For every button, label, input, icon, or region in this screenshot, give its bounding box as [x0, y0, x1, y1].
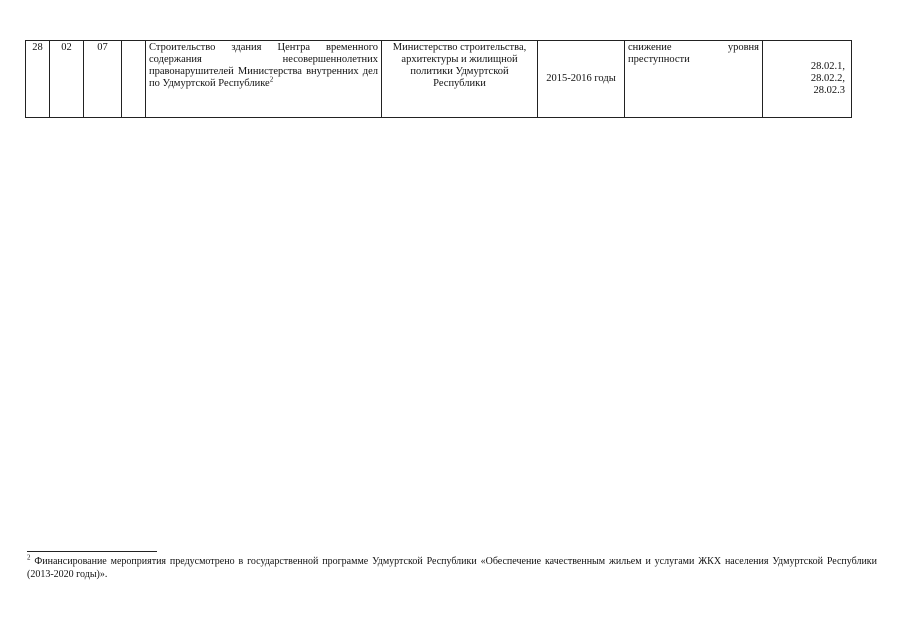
- footnote-text: Финансирование мероприятия предусмотрено в государственной программе Удмуртской Республики «Обеспечение качественным жильем и услугами ЖКХ населения Удмуртской Республики (2013-2020 годы)».: [27, 556, 878, 580]
- gp-cell: 28: [26, 41, 50, 118]
- activity-name: Строительство здания Центра временного содержания несовершеннолетних правонарушителей Министерства внутренних дел по Удмуртской Республике: [149, 42, 378, 89]
- footnote-marker: 2: [27, 553, 31, 562]
- result-cell: снижение уровня преступности: [625, 41, 763, 118]
- executor-cell: Министерство строительства, архитектуры и жилищной политики Удмуртской Республики: [382, 41, 538, 118]
- indicator-item: 28.02.3: [813, 85, 845, 96]
- activity-name-cell: [146, 41, 382, 118]
- term-cell: 2015-2016 годы: [538, 41, 625, 118]
- indicators-cell: [763, 41, 852, 118]
- indicator-item: 28.02.1,: [810, 61, 845, 72]
- om-cell: 07: [84, 41, 122, 118]
- footnote: [27, 555, 877, 581]
- indicator-item: 28.02.2,: [810, 73, 845, 84]
- table-row: [26, 41, 852, 118]
- footnote-separator: [27, 551, 157, 552]
- program-table: [25, 40, 852, 118]
- pp-cell: 02: [50, 41, 84, 118]
- m-cell: [122, 41, 146, 118]
- footnote-ref: 2: [269, 75, 274, 84]
